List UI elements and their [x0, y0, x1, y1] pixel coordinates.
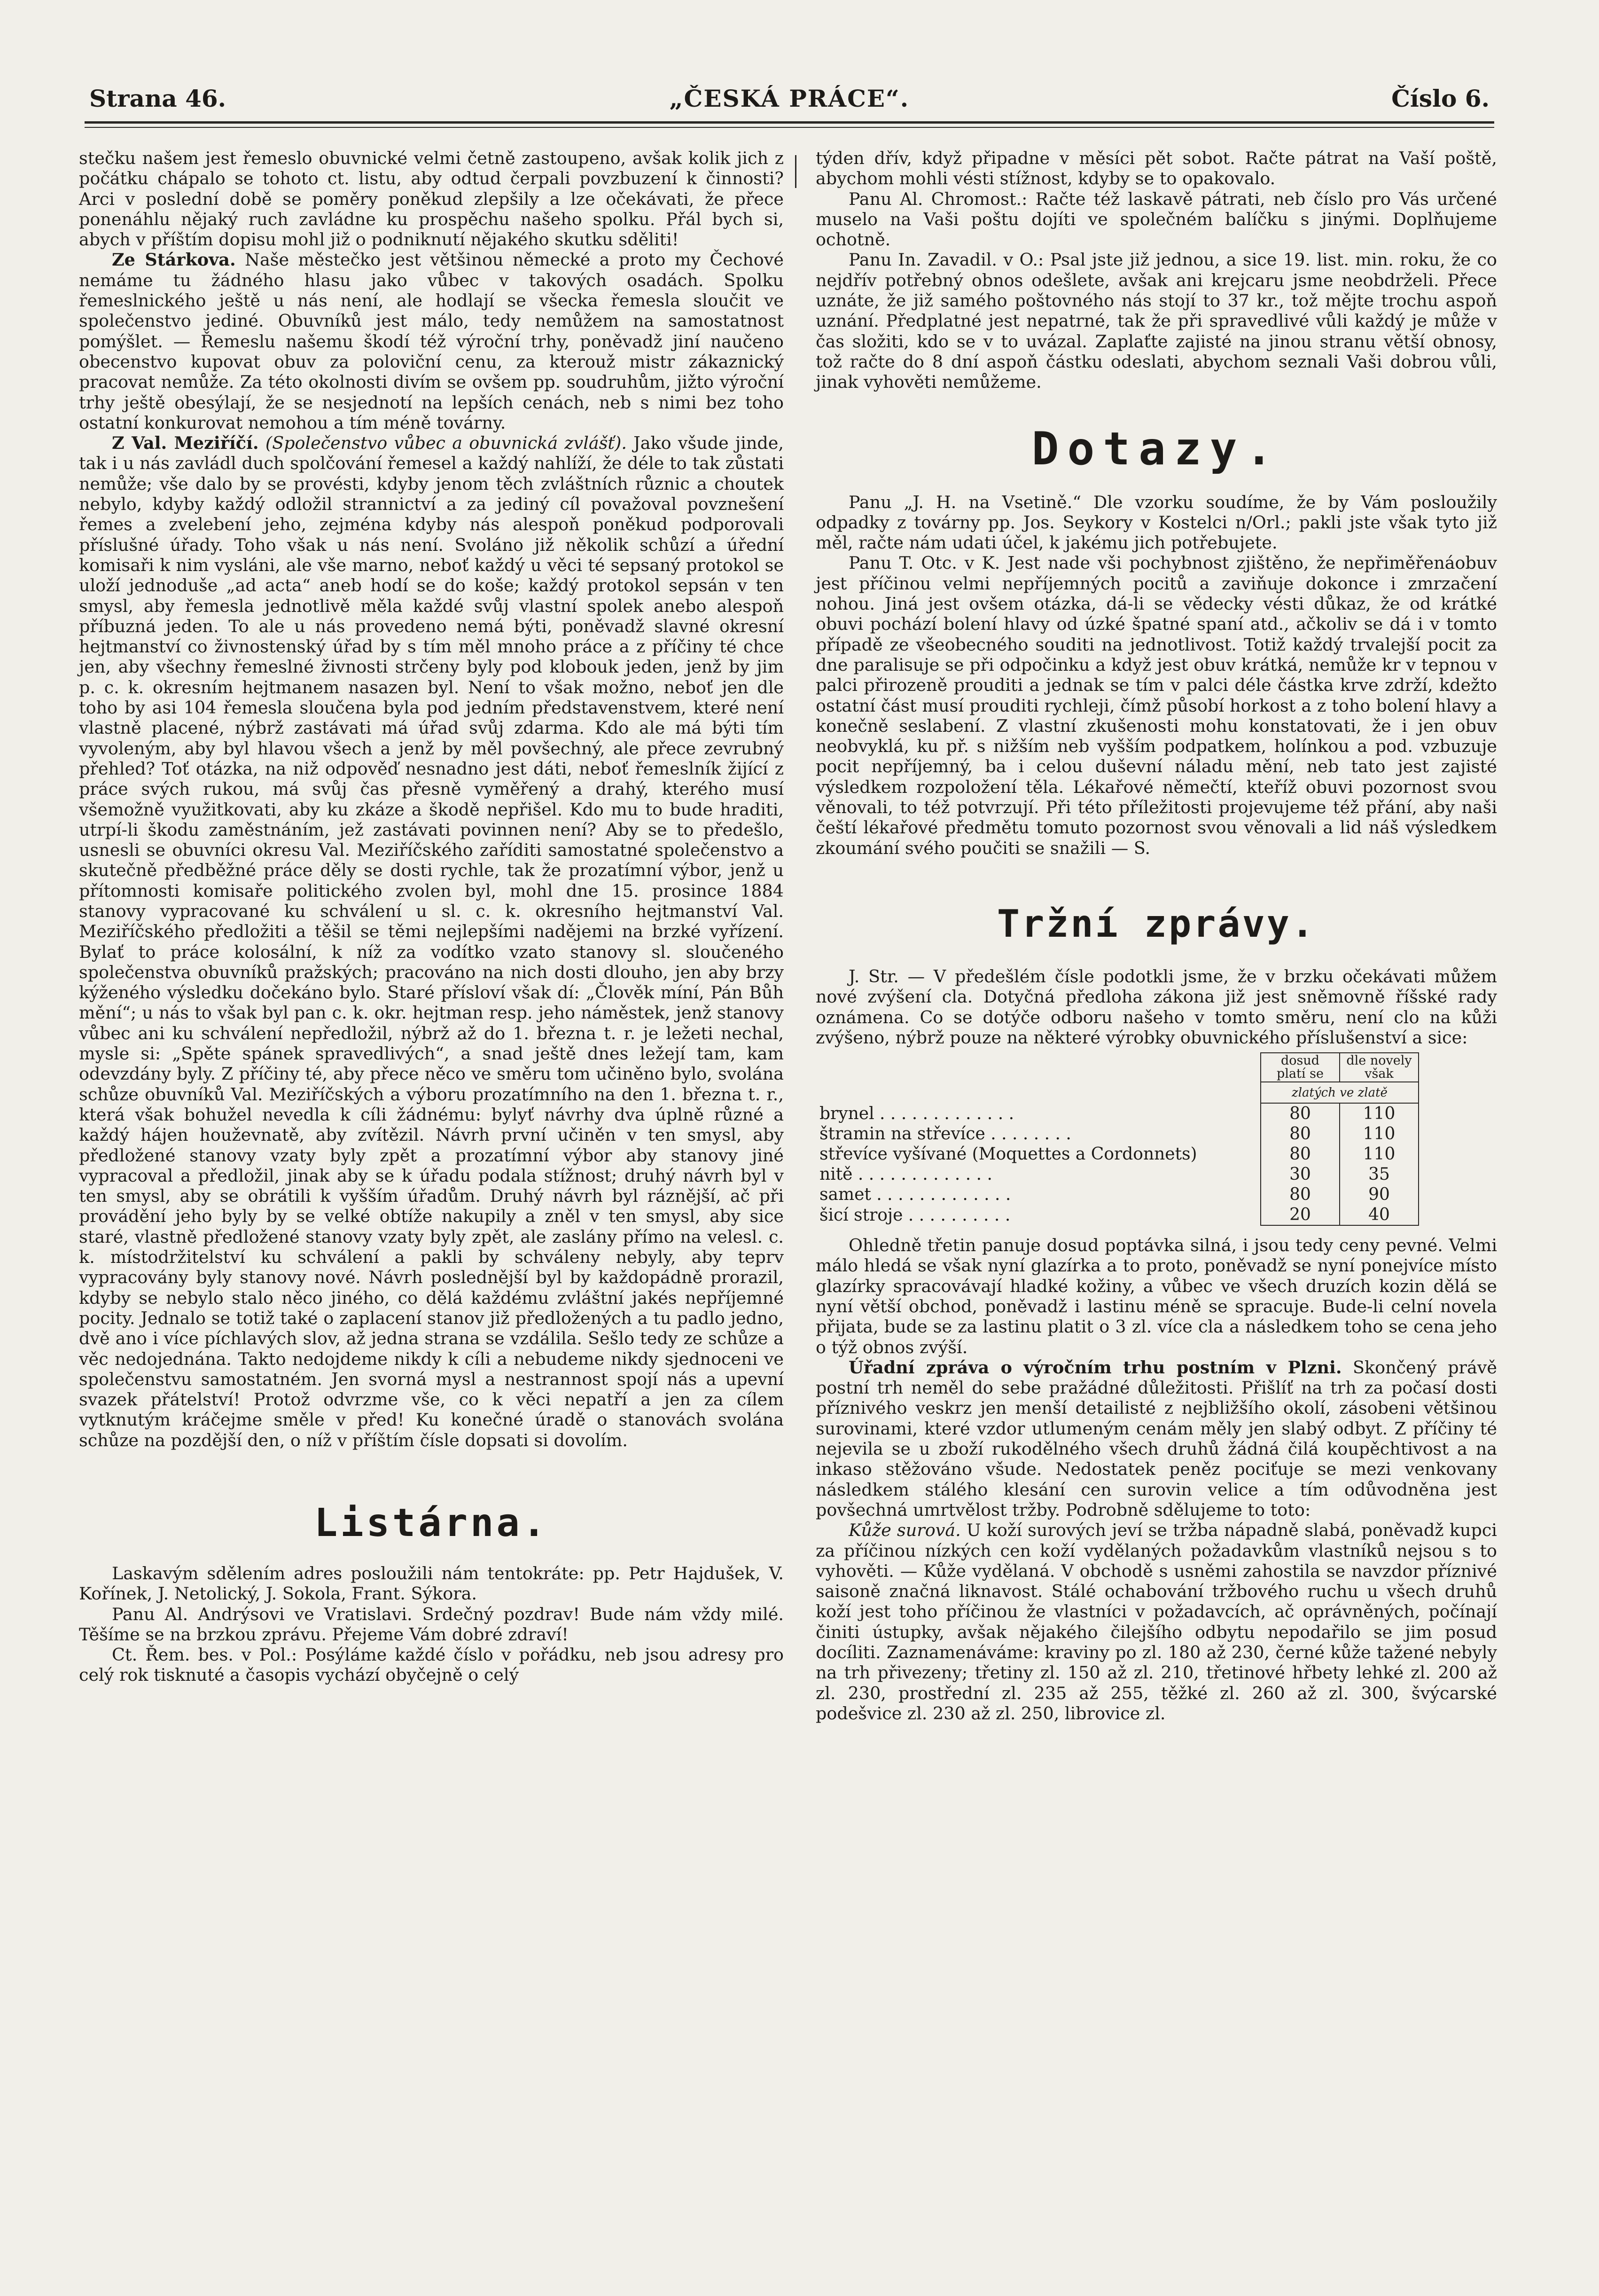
table-row: šicí stroje . . . . . . . . . . 20 40 — [816, 1205, 1419, 1225]
table-row: samet . . . . . . . . . . . . . 80 90 — [816, 1184, 1419, 1205]
letter-note: týden dřív, když připadne v měsíci pět sobot. Račte pátrat na Vaší poště, abychom mohli vésti stížnost, kdyby se to opakovalo. — [816, 148, 1497, 189]
paragraph-lead: Úřadní zpráva o výročním trhu postním v Plzni. — [849, 1357, 1342, 1378]
section-title-trzni-zpravy: Tržní zprávy. — [997, 901, 1316, 946]
market-report: Úřadní zpráva o výročním trhu postním v Plzni. Skončený právě postní trh neměl do sebe pražádné důležitosti. Přišlíť na trh za počasí dosti příznivého veskrz jen menší detailisté z nejbližšího okolí, zásobeni většinou surovinami, které vzdor utlumeným cenám měly jen slabý odbyt. Z příčiny té nejevila se u zboží rukodělného všech druhů žádná čilá koupěchtivost a na inkaso stěžováno všude. Nedostatek peněz pociťuje se mezi venkovany následkem stálého klesání cen surovin velice a tím odůvodněna jest povšechná umrtvělost tržby. Podrobně sdělujeme to toto: — [816, 1357, 1497, 1520]
article-paragraph: Ze Stárkova. Naše městečko jest většinou německé a proto my Čechové nemáme tu žádného hlasu jako vůbec v takových osadách. Spolku řemeslnického ještě u nás není, ale hodlají se všecka řemesla sloučit ve společenstvo jediné. Obuvníků jest málo, tedy nemůžem na samostatnost pomýšlet. — Řemeslu našemu škodí též výroční trhy, poněvadž jiní naučeno obecenstvo kupovat obuv za poloviční cenu, za kterouž mistr zákaznický pracovat nemůže. Za této okolnosti divím se ovšem pp. soudruhům, jižto výroční trhy ještě obesýlají, že se nesjednotí na lepších cenách, neb s nimi bez toho ostatní konkurovat nemohou a tím méně továrny. — [79, 250, 784, 433]
letter-note: Panu Al. Chromost.: Račte též laskavě pátrati, neb číslo pro Vás určené muselo na Vaši poštu dojíti ve společném balíčku s jinými. Doplňujeme ochotně. — [816, 188, 1497, 250]
tariff-unit: zlatých ve zlatě — [1261, 1082, 1419, 1103]
article-paragraph: Z Val. Meziříčí. (Společenstvo vůbec a obuvnická zvlášť). Jako všude jinde, tak i u nás zavládl duch spolčování řemesel a každý nahlíží, že déle to tak zůstati nemůže; vše dalo by se provésti, kdyby jenom těch zvláštních různic a choutek nebylo, kdyby každý odložil strannictví a za jediný cíl považoval povznešení řemes a zvelebení jeho, zejména kdyby nás alespoň poněkud podporovali příslušné úřady. Toho však u nás není. Svoláno již několik schůzí a úřední komisaři k nim vysláni, ale vše marno, neboť každý u věci té sepsaný protokol se uloží jednoduše „ad acta“ aneb hodí se do koše; každý protokol sepsán v ten smysl, aby řemesla jednotlivě měla každé svůj vlastní spolek anebo alespoň příbuzná jeden. To ale u nás provedeno nemá býti, poněvadž slavné okresní hejtmanství co živnostenský úřad by s tím měl mnoho práce a z příčiny té chce jen, aby všechny řemeslné živnosti strčeny byly pod klobouk jeden, jenž by jim p. c. k. okresním hejtmanem nasazen byl. Není to však možno, neboť jen dle toho by asi 104 řemesla sloučena byla pod jedním představenstvem, které není vlastně placené, nýbrž zastávati má úřad svůj zdarma. Kdo ale má býti tím vyvoleným, aby byl hlavou všech a jenž by měl povšechný, ale přece zevrubný přehled? Toť otázka, na niž odpověď nesnadno jest dáti, neboť řemeslník žijící z práce svých rukou, má svůj čas přesně vyměřený a drahý, kterého musí všemožně využitkovati, aby ku zkáze a škodě nepřišel. Kdo mu to bude hraditi, utrpí-li škodu zaměstnáním, jež zastávati povinnen není? Aby se to předešlo, usnesli se obuvníci okresu Val. Meziříčského zaříditi samostatné společenstvo a skutečně předběžné práce děly se dosti rychle, tak že prozatímní výbor, jenž u přítomnosti komisaře politického zvolen byl, mohl dne 15. prosince 1884 stanovy vypracované ku schválení u sl. c. k. okresního hejtmanství Val. Meziříčského předložiti a těšil se těmi nejlepšími nadějemi na brzké vyřízení. Bylať to práce kolosální, k níž za vodítko vzato stanovy sl. sloučeného společenstva obuvníků pražských; pracováno na nich dosti dlouho, jen aby brzy kýženého výsledku dočekáno bylo. Staré přísloví však dí: „Člověk míní, Pán Bůh mění“; u nás to však byl pan c. k. okr. hejtman resp. jeho náměstek, jenž stanovy vůbec ani ku schválení nepředložil, nýbrž až do 1. března t. r. je ležeti nechal, mysle si: „Spěte spánek spravedlivých“, a snad ještě dnes ležejí tam, kam odevzdány byly. Z příčiny té, aby přece něco ve směru tom učiněno bylo, svolána schůze obuvníků Val. Meziříčských a výboru prozatímního na den 1. března t. r., která však bohužel nevedla k cíli žádnému: bylyť návrhy dva úplně různé a každý hájen houževnatě, aby zvítězil. Návrh první učiněn v ten smysl, aby předložené stanovy vzaty byly zpět a prozatímní výbor aby stanovy jiné vypracoval a předložil, jinak aby se k úřadu podala stížnost; druhý návrh byl v ten smysl, aby se obrátili k vyšším úřadům. Druhý návrh byl ráznější, ač při provádění jeho byly by se velké obtíže nakupily a zněl v ten smysl, aby sice staré, vlastně předložené stanovy vzaty byly zpět, ale zaslány přímo na velesl. c. k. místodržitelství ku schválení a pakli by schváleny nebyly, aby teprv vypracovány byly stanovy nové. Návrh poslednější byl by každopádně prorazil, kdyby se nebylo stalo něco jiného, co dělá každému zvláštní jakés nepříjemné pocity. Jednalo se totiž také o zaplacení stanov již předložených a tu padlo jedno, dvě ano i více píchlavých slov, až jedna strana se vzdálila. Sešlo tedy ze schůze a věc nedojednána. Takto nedojdeme nikdy k cíli a nebudeme nikdy sjednoceni ve společenstvu samostatném. Jen svorná mysl a nestrannost spojí nás a upevní svazek přátelství! Protož odvrzme vše, co k věci nepatří a jen za cílem vytknutým kráčejme směle v před! Ku konečné úradě o stanovách svolána schůze na pozdější den, o níž v příštím čísle dopsati si dovolím. — [79, 433, 784, 1450]
letter-note: Panu In. Zavadil. v O.: Psal jste již jednou, a sice 19. list. min. roku, že co nejdřív potřebný obnos odešlete, avšak ani krejcaru jsme neobdrželi. Přece uznáte, že již samého poštovného nás stojí to 37 kr., tož mějte trochu aspoň uznání. Předplatné jest nepatrné, tak že při spravedlivé vůli každý je může v čas složiti, kdo se v to uvázal. Zaplaťte zajisté na jinou stranu větší obnosy, tož račte do 8 dní aspoň částku odeslati, abychom seznali Vaši dobrou vůli, jinak vyhověti nemůžeme. — [816, 250, 1497, 392]
letter-note: Laskavým sdělením adres posloužili nám tentokráte: pp. Petr Hajdušek, V. Kořínek, J. Netolický, J. Sokola, Frant. Sýkora. — [79, 1563, 784, 1604]
page-header — [89, 85, 1490, 122]
tariff-col-old: dosud platí se — [1261, 1053, 1340, 1082]
table-row: štramin na střevíce . . . . . . . . 80 110 — [816, 1124, 1419, 1144]
left-column — [79, 148, 784, 1685]
query-answer: Panu „J. H. na Vsetině.“ Dle vzorku soudíme, že by Vám posloužily odpadky z továrny pp. Jos. Seykory v Kostelci n/Orl.; pakli jste však tyto již měl, račte nám udati účel, k jakému jich potřebujete. — [816, 492, 1497, 553]
letter-note: Panu Al. Andrýsovi ve Vratislavi. Srdečný pozdrav! Bude nám vždy milé. Těšíme se na brzkou zprávu. Přejeme Vám dobré zdraví! — [79, 1604, 784, 1645]
tariff-col-new: dle novely však — [1340, 1053, 1419, 1082]
table-row: brynel . . . . . . . . . . . . . 80 110 — [816, 1103, 1419, 1124]
paragraph-lead: Kůže surová. — [849, 1520, 961, 1541]
column-divider — [795, 155, 796, 188]
market-report: J. Str. — V předešlém čísle podotkli jsme, že v brzku očekávati můžem nové zvýšení cla. Dotyčná předloha zákona již jest sněmovně říšské rady oznámena. Co se dotýče odboru našeho v tomto směru, není clo na kůži zvýšeno, nýbrž pouze na některé výrobky obuvnického příslušenství a sice: — [816, 966, 1497, 1048]
paragraph-lead: Z Val. Meziříčí. — [112, 433, 259, 454]
letter-note: Ct. Řem. bes. v Pol.: Posýláme každé číslo v pořádku, neb jsou adresy pro celý rok tisknuté a časopis vychází obyčejně o celý — [79, 1645, 784, 1685]
table-row: nitě . . . . . . . . . . . . . 30 35 — [816, 1164, 1419, 1184]
issue-number: Číslo 6. — [1391, 85, 1490, 112]
market-report: Ohledně třetin panuje dosud poptávka silná, i jsou tedy ceny pevné. Velmi málo hledá se však nyní glazírka a to proto, poněvadž se nyní ponejvíce místo glazírky spracovávají hladké kožiny, a vůbec ve všech druzích kozin dělá se nyní větší obchod, poněvadž i lastinu méně se spracuje. Bude-li celní novela přijata, bude se za lastinu platit o 3 zl. více cla a následkem toho se cena jeho o týž obnos zvýší. — [816, 1235, 1497, 1357]
paragraph-lead: Ze Stárkova. — [112, 250, 236, 270]
header-rule-thin — [85, 127, 1494, 128]
section-title-listarna: Listárna. — [314, 1501, 549, 1545]
journal-title: „ČESKÁ PRÁCE“. — [669, 85, 910, 112]
tariff-table — [816, 1052, 1419, 1226]
header-rule — [85, 121, 1494, 124]
market-report: Kůže surová. U koží surových jeví se tržba nápadně slabá, poněvadž kupci za příčinou nízkých cen koží vydělaných požadavkům vlastníků nejsou s to vyhověti. — Kůže vydělaná. V obchodě s usněmi zahostila se navzdor příznivé saisoně značná liknavost. Stálé ochabování tržbového ruchu u všech druhů koží jest toho příčinou že vlastníci v požadavcích, ač oprávněných, počínají činiti ústupky, avšak nějakého čilejšího odbytu nepodařilo se jim posud docíliti. Zaznamenáváme: kraviny po zl. 180 až 230, černé kůže tažené nebyly na trh přivezeny; třetiny zl. 150 až zl. 210, třetinové hřbety lehké zl. 200 až zl. 230, prostřední zl. 235 až 255, těžké zl. 260 až zl. 300, švýcarské podešvice zl. 230 až zl. 250, librovice zl. — [816, 1520, 1497, 1724]
article-paragraph: stečku našem jest řemeslo obuvnické velmi četně zastoupeno, avšak kolik jich z počátku chápalo se tohoto ct. listu, aby odtud čerpali povzbuzení k činnosti? Arci v poslední době se poměry poněkud zlepšily a lze očekávati, že přece ponenáhlu nějaký ruch zavládne ku prospěchu našeho spolku. Přál bych si, abych v příštím dopisu mohl již o podniknutí nějakého skutku sděliti! — [79, 148, 784, 250]
table-row: střevíce vyšívané (Moquettes a Cordonnets) 80 110 — [816, 1144, 1419, 1164]
query-answer: Panu T. Otc. v K. Jest nade vši pochybnost zjištěno, že nepřiměřenáobuv jest příčinou velmi nepříjemných pocitů a zaviňuje dokonce i zmrzačení nohou. Jiná jest ovšem otázka, dá-li se vědecky vésti důkaz, že od krátké obuvi pochází bolení hlavy od úzké špatné spaní atd., ačkoliv se dá i v tomto případě ze všeobecného souditi na jednotlivost. Totiž každý trvalejší pocit za dne paralisuje se při odpočinku a když jest obuv krátká, nemůže kr v tepnou v palci přirozeně prouditi a jednak se tím v palci déle částka krve zdrží, kdežto ostatní část musí prouditi rychleji, čímž působí horkost a z toho bolení hlavy a konečně seslabení. Z vlastní zkušenosti mohu konstatovati, že i jen obuv neobvyklá, ku př. s nižším neb vyšším podpatkem, holínkou a pod. vzbuzuje pocit nepříjemný, ba i celou duševní náladu mění, neb tato jest zajisté výsledkem rozpoložení těla. Lékařové němečtí, kteříž obuvi pozornost svou věnovali, to též potvrzují. Při této příležitosti projevujeme též přání, aby naši čeští lékařové předmětu tomuto pozornost svou věnovali a lid náš výsledkem zkoumání svého poučiti se snažili — S. — [816, 553, 1497, 858]
section-title-dotazy: Dotazy. — [1031, 422, 1281, 475]
page-number: Strana 46. — [89, 85, 226, 112]
right-column — [816, 148, 1497, 1724]
